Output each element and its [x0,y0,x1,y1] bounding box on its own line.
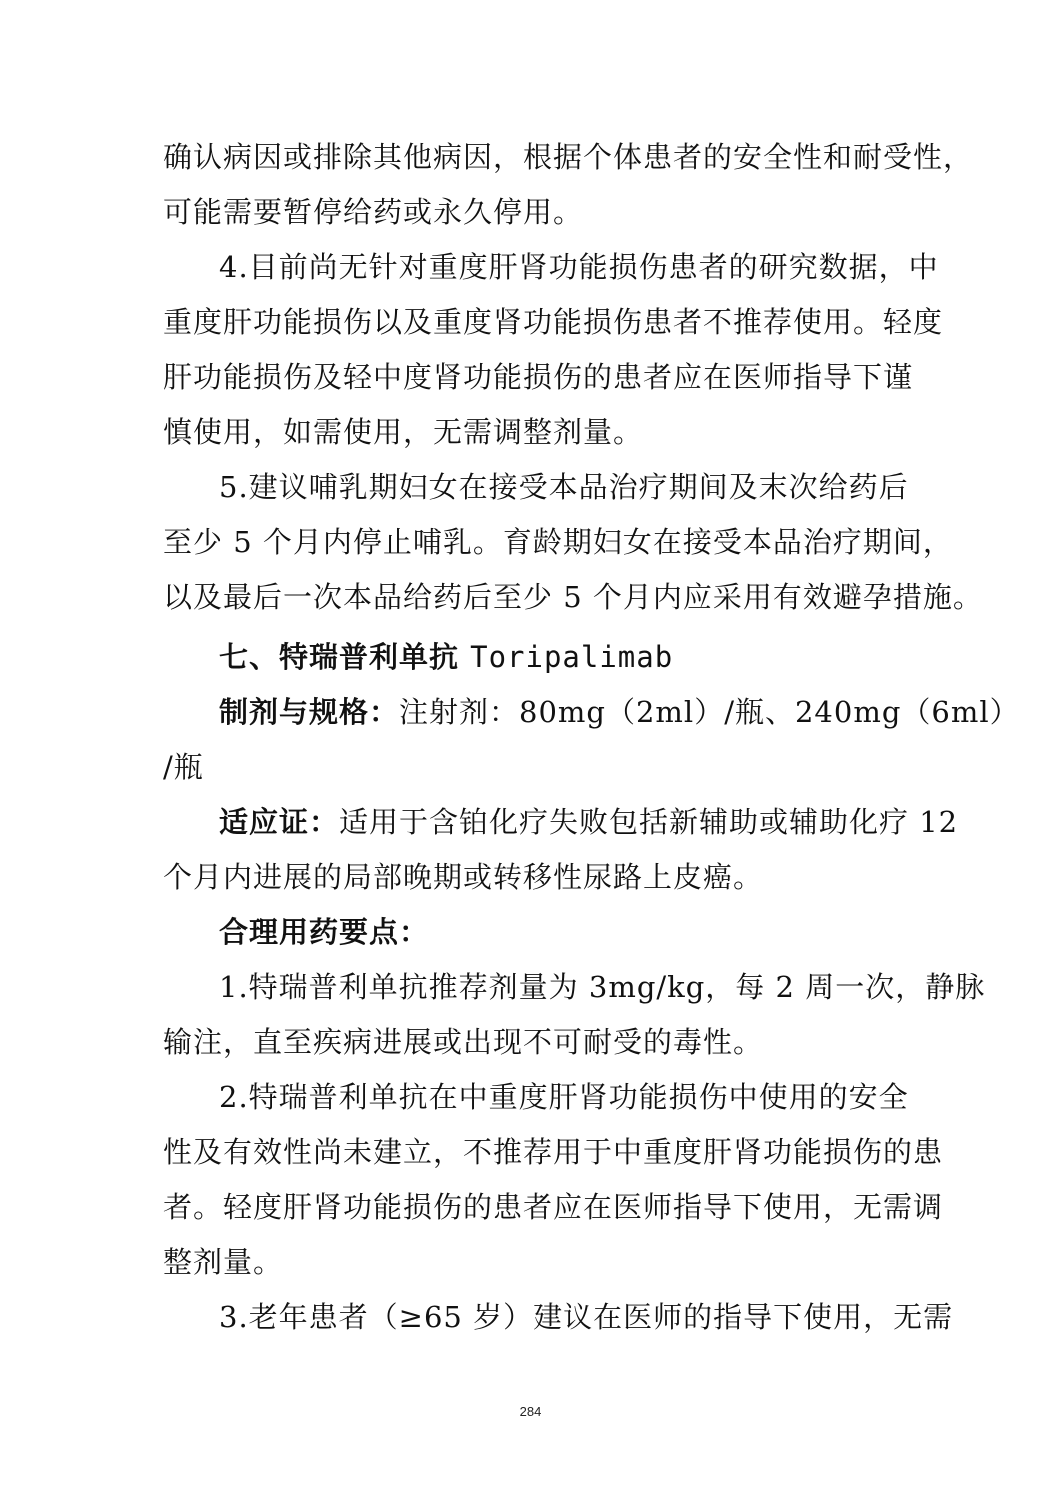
heading-chinese: 七、特瑞普利单抗 [219,640,460,674]
indication-label: 适应证： [219,805,340,839]
points-label: 合理用药要点： [219,915,430,949]
text-line: 整剂量。 [163,1245,284,1279]
text-line: 5.建议哺乳期妇女在接受本品治疗期间及末次给药后 [219,470,909,504]
text-line: 性及有效性尚未建立，不推荐用于中重度肝肾功能损伤的患 [163,1135,944,1169]
text-line: 重度肝功能损伤以及重度肾功能损伤患者不推荐使用。轻度 [163,305,944,339]
text-line: 2.特瑞普利单抗在中重度肝肾功能损伤中使用的安全 [219,1080,909,1114]
spec-label: 制剂与规格： [219,695,400,729]
indication-line [219,802,979,842]
text-line: 个月内进展的局部晚期或转移性尿路上皮癌。 [163,860,764,894]
text-line: 慎使用，如需使用，无需调整剂量。 [163,415,644,449]
text-line: 确认病因或排除其他病因，根据个体患者的安全性和耐受性， [163,140,974,174]
text-line: 输注，直至疾病进展或出现不可耐受的毒性。 [163,1025,764,1059]
text-line: 至少 5 个月内停止哺乳。育龄期妇女在接受本品治疗期间， [163,525,953,559]
text-line: 可能需要暂停给药或永久停用。 [163,195,584,229]
text-line: 肝功能损伤及轻中度肾功能损伤的患者应在医师指导下谨 [163,360,914,394]
text-line: 4.目前尚无针对重度肝肾功能损伤患者的研究数据，中 [219,250,939,284]
indication-text: 适用于含铂化疗失败包括新辅助或辅助化疗 12 [339,805,959,839]
text-line: 者。轻度肝肾功能损伤的患者应在医师指导下使用，无需调 [163,1190,944,1224]
spec-text: 注射剂：80mg（2ml）/瓶、240mg（6ml） [399,695,1020,729]
text-line: /瓶 [163,750,204,784]
heading-english: Toripalimab [470,640,674,674]
spec-line [219,692,1020,732]
text-line: 以及最后一次本品给药后至少 5 个月内应采用有效避孕措施。 [163,580,983,614]
text-line: 3.老年患者（≥65 岁）建议在医师的指导下使用，无需 [219,1300,954,1334]
section-heading [219,637,979,677]
page-number: 284 [519,1404,542,1419]
text-line: 1.特瑞普利单抗推荐剂量为 3mg/kg，每 2 周一次，静脉 [219,970,986,1004]
